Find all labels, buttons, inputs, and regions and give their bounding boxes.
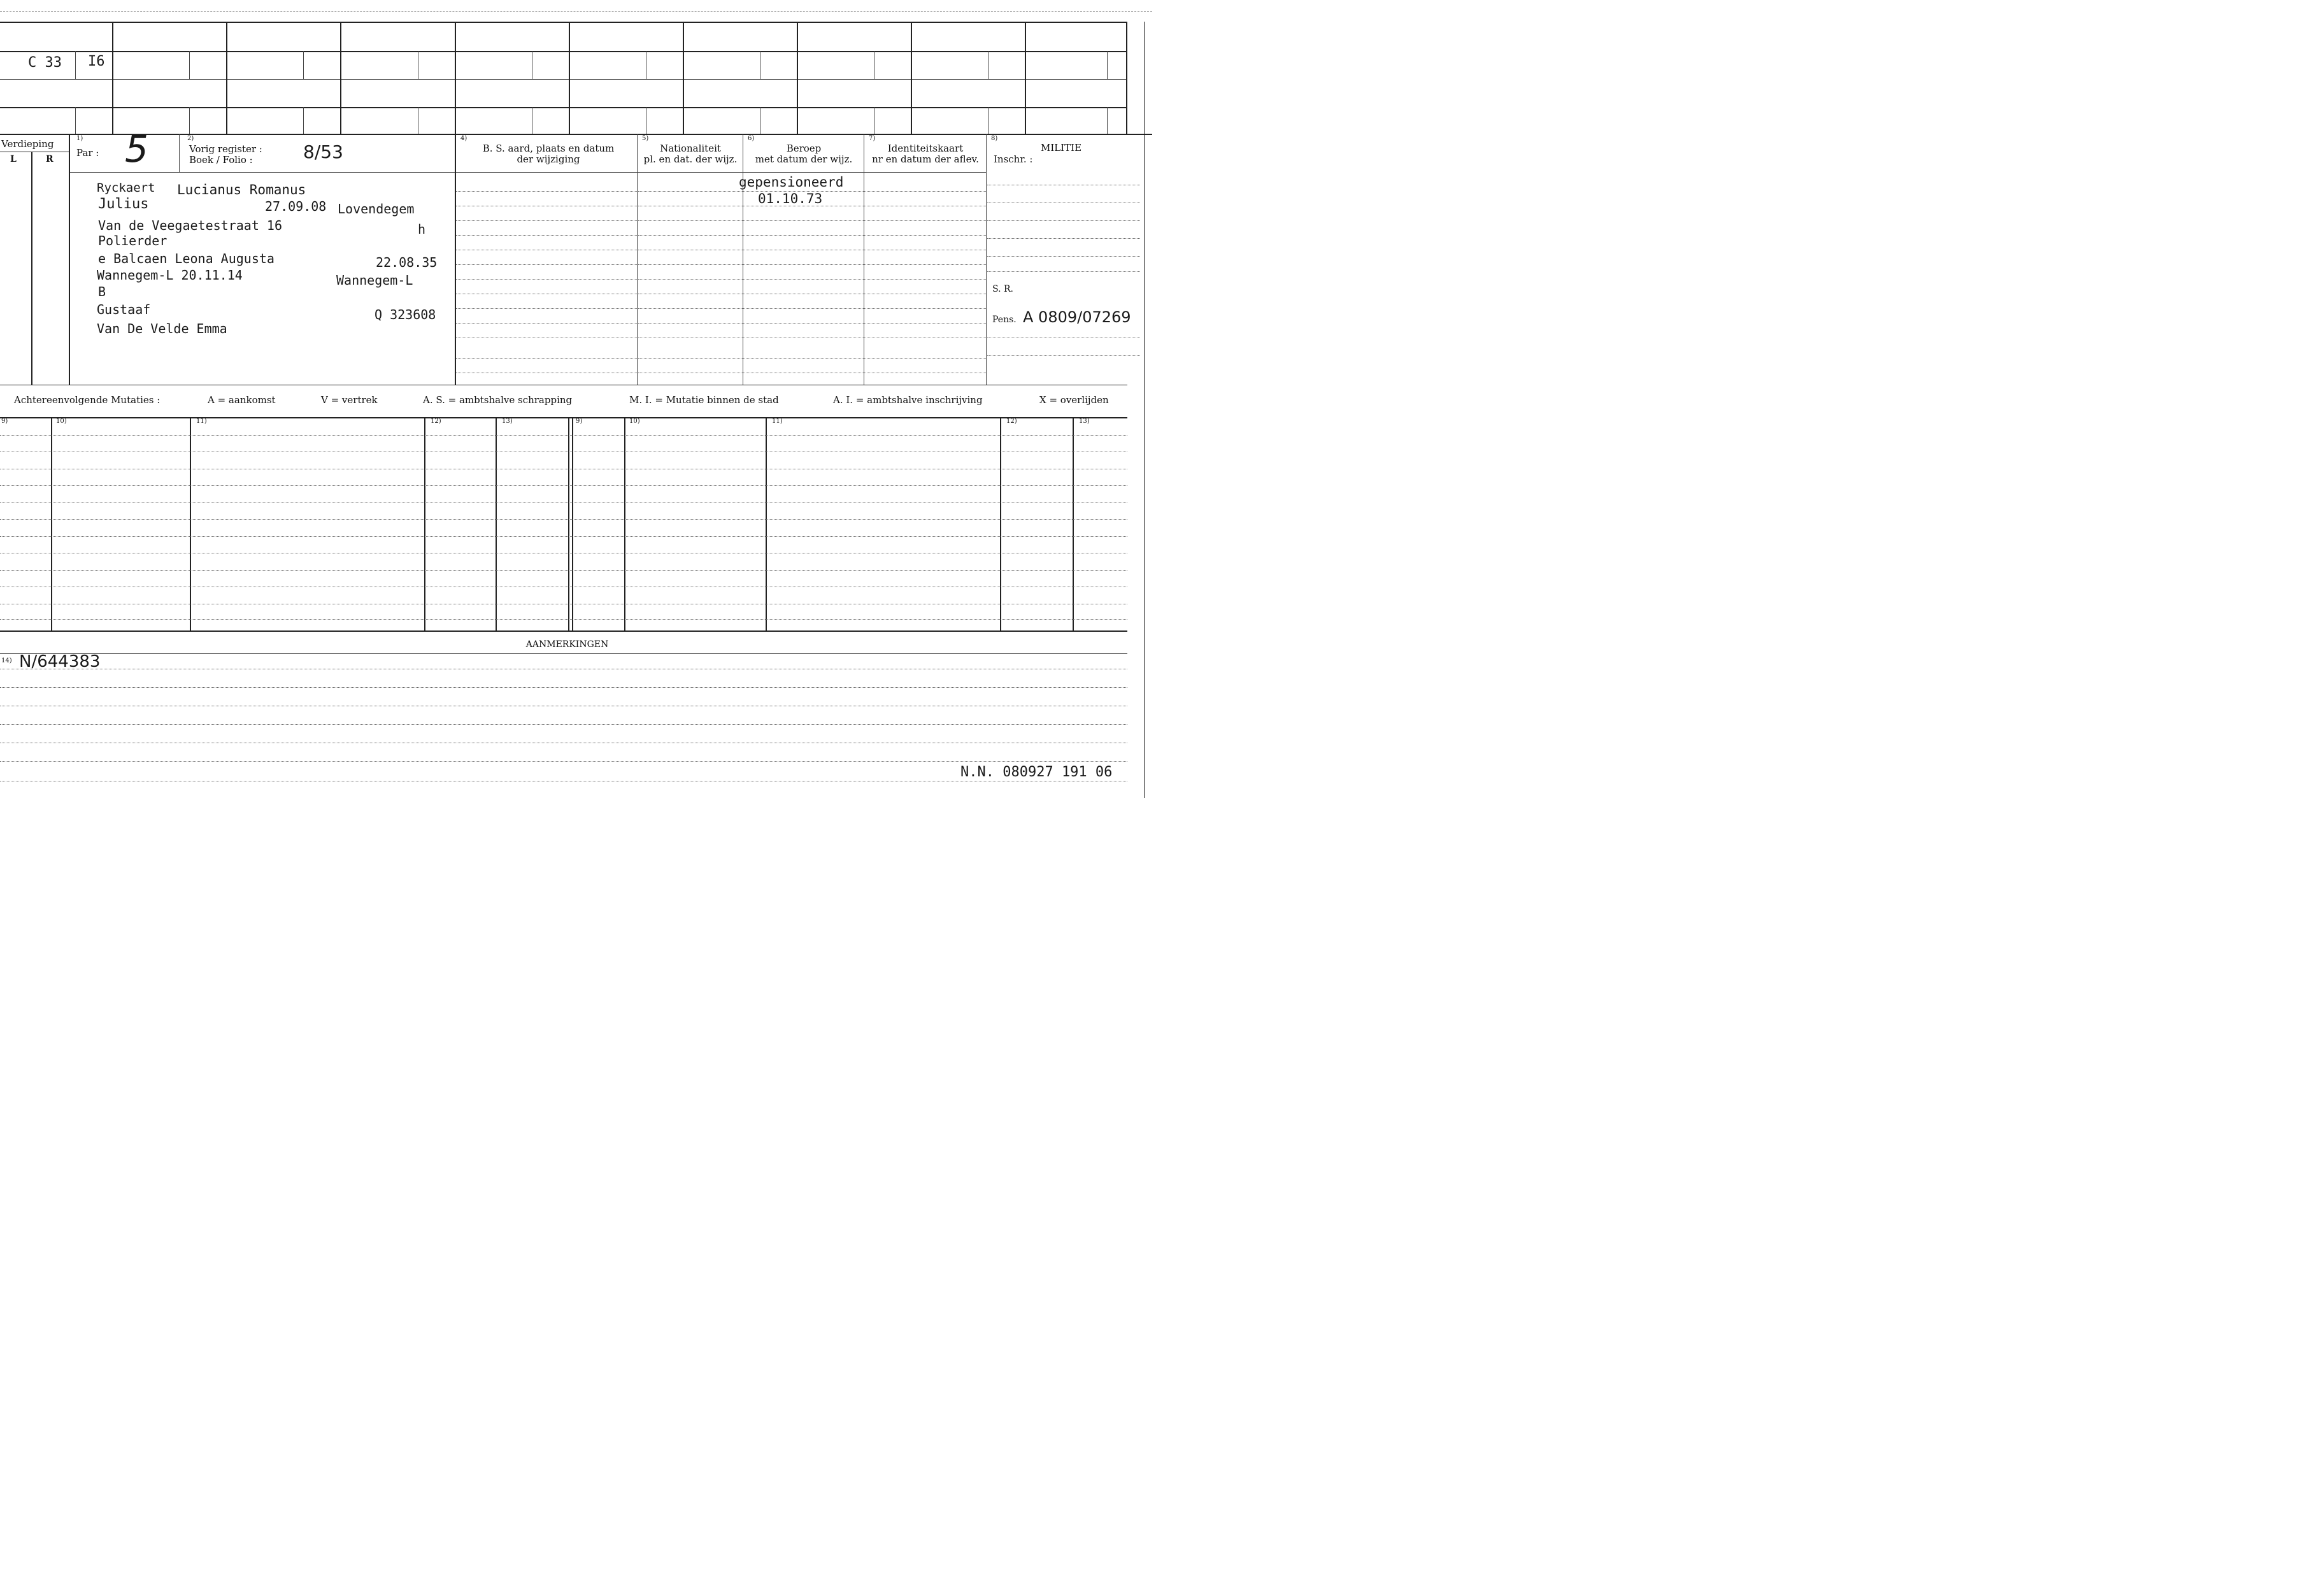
par-handwritten: 5 — [125, 127, 148, 171]
mutaties-title: Achtereenvolgende Mutaties : — [14, 394, 161, 406]
col-num-6: 6) — [748, 135, 755, 142]
legend-vertrek: V = vertrek — [321, 394, 378, 406]
mut-col-9b: 9) — [576, 418, 583, 425]
person-address: Van de Veegaetestraat 16 — [98, 218, 282, 233]
legend-inschrijving: A. I. = ambtshalve inschrijving — [833, 394, 983, 406]
person-occupation: Polierder — [98, 233, 168, 248]
card-number: I6 — [88, 53, 105, 69]
aanmerkingen-title: AANMERKINGEN — [525, 639, 609, 650]
person-spouse-birth: Wannegem-L 20.11.14 — [97, 267, 243, 283]
mut-col-13b: 13) — [1079, 418, 1090, 425]
vorig-register-label: Vorig register : — [189, 143, 262, 155]
beroep-date: 01.10.73 — [758, 191, 823, 206]
nationaliteit-line2: pl. en dat. der wijz. — [643, 153, 738, 165]
beroep-line1: Beroep — [786, 143, 822, 154]
beroep-header — [744, 143, 864, 165]
person-address-mark: h — [418, 222, 426, 237]
col-num-7: 7) — [869, 135, 876, 142]
person-birthplace: Lovendegem — [338, 201, 415, 217]
nationaliteit-line1: Nationaliteit — [660, 143, 721, 154]
legend-schrapping: A. S. = ambtshalve schrapping — [423, 394, 573, 406]
militie-header: MILITIE — [1041, 142, 1082, 153]
mut-col-9: 9) — [1, 418, 8, 425]
legend-mutatie: M. I. = Mutatie binnen de stad — [629, 394, 779, 406]
mut-col-11: 11) — [196, 418, 207, 425]
mut-col-11b: 11) — [772, 418, 783, 425]
person-forename-2: Julius — [98, 196, 149, 212]
register-card — [0, 0, 1152, 798]
person-marriage-date: 22.08.35 — [376, 255, 438, 270]
person-marker: B — [98, 284, 106, 299]
inschr-label: Inschr. : — [994, 153, 1033, 165]
person-forenames: Lucianus Romanus — [177, 182, 306, 197]
col-num-4: 4) — [460, 135, 467, 142]
bs-header — [460, 143, 637, 165]
mut-col-12: 12) — [431, 418, 441, 425]
card-code: C 33 — [28, 55, 62, 71]
beroep-line2: met datum der wijz. — [755, 153, 853, 165]
mut-col-10: 10) — [56, 418, 67, 425]
nationaliteit-header — [638, 143, 743, 165]
mut-col-10b: 10) — [629, 418, 640, 425]
boek-folio-label: Boek / Folio : — [189, 154, 253, 166]
folio-handwritten: 8/53 — [303, 141, 343, 162]
person-surname: Ryckaert — [97, 181, 155, 195]
remarks-code: N/644383 — [19, 652, 101, 671]
col-num-5: 5) — [642, 135, 649, 142]
remarks-num-14: 14) — [1, 657, 12, 664]
person-birthdate: 27.09.08 — [265, 199, 327, 214]
floor-right-label: R — [46, 154, 54, 164]
pens-value: A 0809/07269 — [1023, 308, 1131, 326]
person-marriage-place: Wannegem-L — [336, 273, 413, 288]
floor-left-label: L — [10, 154, 17, 164]
bs-header-line1: B. S. aard, plaats en datum — [482, 143, 615, 154]
person-father: Gustaaf — [97, 302, 151, 317]
identiteitskaart-line1: Identiteitskaart — [887, 143, 964, 154]
sr-label: S. R. — [992, 284, 1013, 294]
legend-aankomst: A = aankomst — [208, 394, 276, 406]
beroep-value: gepensioneerd — [739, 175, 844, 190]
nn-number: N.N. 080927 191 06 — [960, 764, 1113, 780]
identiteitskaart-line2: nr en datum der aflev. — [872, 153, 979, 165]
mut-col-13: 13) — [502, 418, 513, 425]
col-num-1: 1) — [76, 135, 83, 142]
person-spouse: e Balcaen Leona Augusta — [98, 251, 275, 266]
legend-overlijden: X = overlijden — [1039, 394, 1109, 406]
identiteitskaart-header — [865, 143, 986, 165]
person-code: Q 323608 — [375, 307, 436, 322]
col-num-2: 2) — [187, 135, 194, 142]
mut-col-12b: 12) — [1006, 418, 1017, 425]
bs-header-line2: der wijziging — [517, 153, 580, 165]
par-label: Par : — [76, 147, 99, 159]
col-num-8: 8) — [991, 135, 998, 142]
verdieping-label: Verdieping — [1, 138, 54, 150]
pens-label: Pens. — [992, 315, 1017, 325]
person-mother: Van De Velde Emma — [97, 321, 227, 336]
